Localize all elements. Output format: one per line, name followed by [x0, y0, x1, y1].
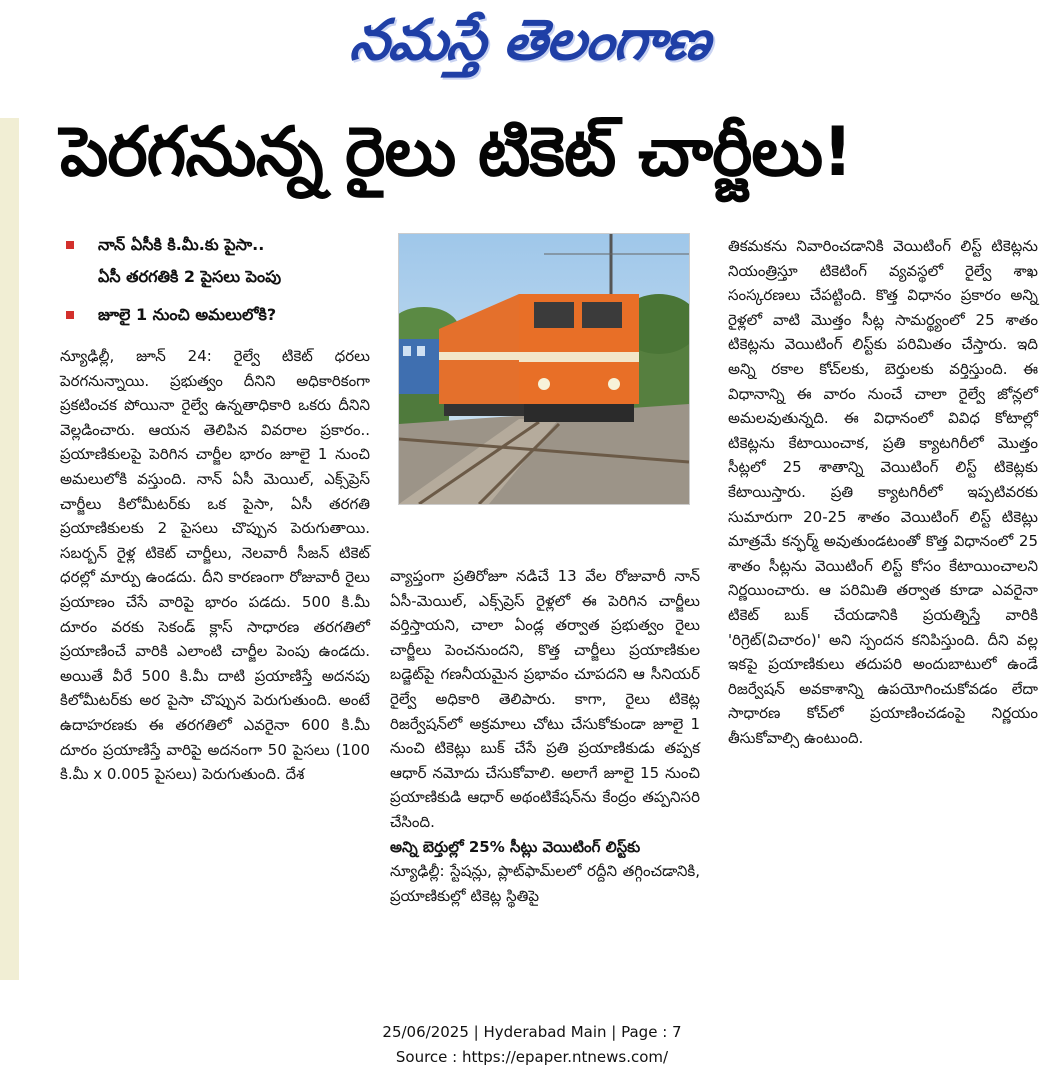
article-text: వ్యాప్తంగా ప్రతిరోజూ నడిచే 13 వేల రోజువారీ నాన్ ఏసీ-మెయిల్, ఎక్స్‌ప్రెస్ రైళ్లలో ఈ పెరిగిన చార్జీలు వర్తిస్తాయని, చాలా ఏండ్ల తర్వాత ప్రభుత్వం రైలు చార్జీలు పెంచనుందని, కొత్త చార్జీలు ప్రయాణికుల బడ్జెట్‌పై గణనీయమైన ప్రభావం చూపదని ఆ సీనియర్ రైల్వే అధికారి తెలిపారు. కాగా, రైలు టికెట్ల రిజర్వేషన్‌లో అక్రమాలు చోటు చేసుకోకుండా జూలై 1 నుంచి టికెట్లు బుక్ చేసే ప్రతి ప్రయాణికుడు తప్పక ఆధార్ నమోదు చేసుకోవాలి. అలాగే జూలై 15 నుంచి ప్రయాణికుడి ఆధార్ అథంటికేషన్‌ను కేంద్రం తప్పనిసరి చేసింది.: [390, 567, 700, 831]
key-point: [60, 264, 380, 290]
page-edge-band: [0, 118, 19, 980]
key-point-text: జూలై 1 నుంచి అమలులోకి?: [98, 305, 277, 324]
article-column-3: [728, 234, 1038, 750]
key-point-text: నాన్ ఏసీకి కి.మీ.కు పైసా..: [98, 235, 265, 254]
key-point: [60, 232, 380, 258]
article-text: తికమకను నివారించడానికి వెయిటింగ్ లిస్ట్ టికెట్లను నియంత్రిస్తూ టికెటింగ్ వ్యవస్థలో రైల్వే శాఖ సంస్కరణలు చేపట్టింది. కొత్త విధానం ప్రకారం అన్ని రైళ్లలో వాటి మొత్తం సీట్ల సామర్థ్యంలో 25 శాతం టికెట్లను వెయిటింగ్ లిస్ట్‌కు పరిమితం చేస్తారు. ఇది అన్ని రకాల కోచ్‌లకు, బెర్తులకు వర్తిస్తుంది. ఈ విధానాన్ని ఈ వారం నుంచే చాలా రైల్వే జోన్లలో అమలవుతున్నది. ఈ విధానంలో వివిధ కోటాల్లో టికెట్లను కేటాయించాక, ప్రతి క్యాటగిరీలో మొత్తం సీట్లలో 25 శాతాన్ని వెయిటింగ్ లిస్ట్ టికెట్లకు కేటాయిస్తారు. ప్రతి క్యాటగిరీలో ఇప్పటివరకు సుమారుగా 20-25 శాతం వెయిటింగ్ లిస్ట్ టికెట్లు మాత్రమే కన్ఫర్మ్ అవుతుండటంతో కొత్త విధానంలో 25 శాతం సీట్లను వెయిటింగ్ లిస్ట్ కోసం కేటాయించాలని నిర్ణయించారు. ఆ పరిమితి తర్వాత కూడా ఎవరైనా టికెట్ బుక్ చేయడానికి ప్రయత్నిస్తే వారికి 'రిగ్రెట్(విచారం)' అని స్పందన కనిపిస్తుంది. దీని వల్ల ఇకపై ప్రయాణికులు తదుపరి అందుబాటులో ఉండే రిజర్వేషన్ అవకాశాన్ని ఉపయోగించుకోవడం లేదా సాధారణ కోచ్‌లో ప్రయాణించడంపై నిర్ణయం తీసుకోవాల్సి ఉంటుంది.: [728, 237, 1038, 747]
key-points: [60, 232, 380, 328]
footer-source: Source : https://epaper.ntnews.com/: [395, 1048, 669, 1066]
bullet-square-icon: [66, 311, 74, 319]
locomotive-image: [399, 234, 689, 504]
page-footer: [0, 1020, 1064, 1070]
footer-date-edition: 25/06/2025 | Hyderabad Main | Page : 7: [382, 1023, 682, 1041]
train-photo: [398, 233, 690, 505]
article-text: న్యూఢిల్లీ, జూన్ 24: రైల్వే టికెట్ ధరలు పెరగనున్నాయి. ప్రభుత్వం దీనిని అధికారికంగా ప్రకటించక పోయినా రైల్వే ఉన్నతాధికారి ఒకరు దీనిని వెల్లడించారు. ఆయన తెలిపిన వివరాల ప్రకారం.. ప్రయాణికులపై పెరిగిన చార్జీల భారం జూలై 1 నుంచి అమలులోకి వస్తుంది. నాన్ ఏసీ మెయిల్, ఎక్స్‌ప్రెస్ చార్జీలు కిలోమీటర్‌కు ఒక పైసా, ఏసీ తరగతి ప్రయాణికులకు 2 పైసలు చొప్పున పెరుగుతాయి. సబర్బన్ రైళ్ల టికెట్ చార్జీలు, నెలవారీ సీజన్ టికెట్ ధరల్లో మార్పు ఉండదు. దీని కారణంగా రోజువారీ రైలు ప్రయాణం చేసే వారిపై భారం పడదు. 500 కి.మీ దూరం వరకు సెకండ్ క్లాస్ సాధారణ తరగతిలో ప్రయాణించే వారికి ఎలాంటి చార్జీల పెంపు ఉండదు. అయితే వీరే 500 కి.మీ దాటి ప్రయాణిస్తే అదనపు కిలోమీటర్‌కు అర పైసా చొప్పున పెరుగుతుంది. అంటే ఉదాహరణకు ఈ తరగతిలో ఎవరైనా 600 కి.మీ దూరం ప్రయాణిస్తే వారిపై అదనంగా 50 పైసలు (100 కి.మీ x 0.005 పైసలు) పెరుగుతుంది. దేశ: [60, 347, 370, 784]
article-column-2: [390, 564, 700, 908]
sub-heading: అన్ని బెర్తుల్లో 25% సీట్లు వెయిటింగ్ లిస్ట్‌కు: [390, 837, 641, 856]
key-point: [60, 302, 380, 328]
newspaper-masthead: నమస్తే తెలంగాణ: [347, 8, 713, 73]
article-text: న్యూఢిల్లీ: స్టేషన్లు, ప్లాట్‌ఫామ్‌లలో రద్దీని తగ్గించడానికి, ప్రయాణికుల్లో టికెట్ల స్థితిపై: [390, 862, 700, 905]
article-headline: పెరగనున్న రైలు టికెట్ చార్జీలు!: [60, 113, 853, 192]
key-point-text: ఏసీ తరగతికి 2 పైసలు పెంపు: [98, 267, 282, 286]
article-column-1: [60, 344, 370, 787]
bullet-square-icon: [66, 241, 74, 249]
